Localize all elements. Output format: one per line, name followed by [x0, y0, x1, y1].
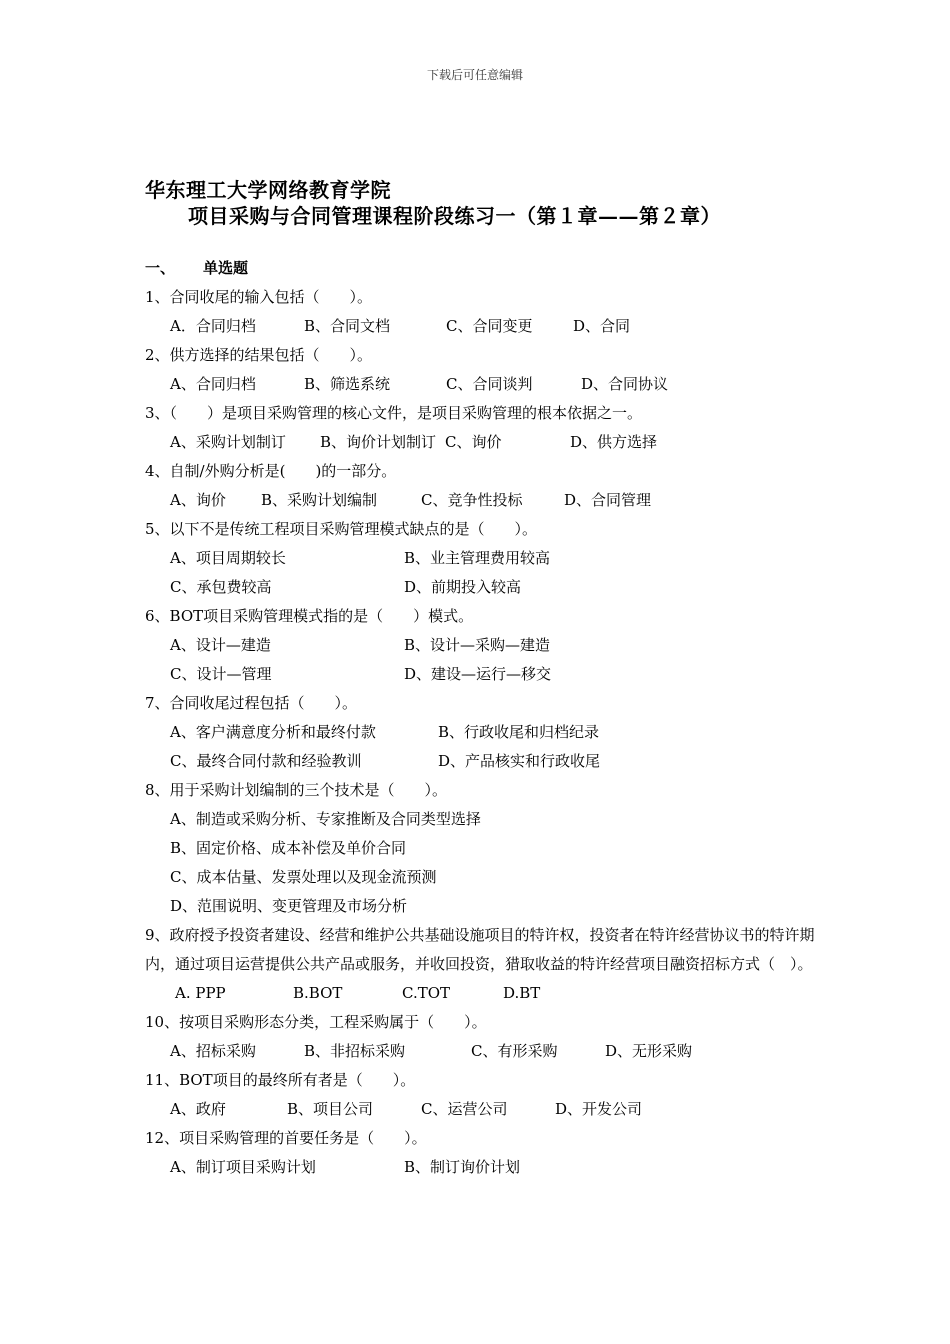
option-choice: B、项目公司: [287, 1100, 374, 1118]
section-heading: [145, 254, 825, 283]
option-choice: C.TOT: [402, 984, 451, 1002]
exercise-content: [145, 254, 825, 1182]
option-choice: B、非招标采购: [304, 1042, 406, 1060]
option-choice: A、设计—建造: [170, 636, 271, 654]
question-text: 11、BOT项目的最终所有者是（ ）。: [145, 1071, 416, 1089]
header-note: 下载后可任意编辑: [426, 68, 523, 82]
option-choice: B.BOT: [293, 984, 343, 1002]
options-row: [145, 631, 825, 660]
options-row: [145, 1095, 825, 1124]
options-row: [145, 863, 825, 892]
option-choice: D、建设—运行—移交: [404, 665, 552, 683]
option-choice: D、合同协议: [581, 375, 669, 393]
option-choice: A、制造或采购分析、专家推断及合同类型选择: [170, 810, 481, 828]
option-choice: B、筛选系统: [304, 375, 391, 393]
option-choice: D.BT: [503, 984, 541, 1002]
option-choice: D、产品核实和行政收尾: [438, 752, 601, 770]
option-choice: A、招标采购: [170, 1042, 256, 1060]
question-text: 12、项目采购管理的首要任务是（ ）。: [145, 1129, 427, 1147]
option-choice: B、制订询价计划: [404, 1158, 521, 1176]
option-choice: D、无形采购: [605, 1042, 693, 1060]
question-text: 4、自制/外购分析是( )的一部分。: [145, 462, 397, 480]
option-choice: B、行政收尾和归档纪录: [438, 723, 600, 741]
option-choice: A．合同归档: [170, 317, 256, 335]
question-text: 8、用于采购计划编制的三个技术是（ ）。: [145, 781, 448, 799]
option-choice: C、成本估量、发票处理以及现金流预测: [170, 868, 437, 886]
option-choice: A、采购计划制订: [170, 433, 286, 451]
question-text: 6、BOT项目采购管理模式指的是（ ）模式。: [145, 607, 474, 625]
option-choice: D、开发公司: [555, 1100, 643, 1118]
option-choice: A. PPP: [175, 984, 226, 1002]
option-choice: B、设计—采购—建造: [404, 636, 551, 654]
course-exercise-title: 项目采购与合同管理课程阶段练习一（第１章——第２章）: [188, 204, 721, 228]
options-row: [145, 1153, 825, 1182]
option-choice: A、政府: [170, 1100, 226, 1118]
option-choice: C、设计—管理: [170, 665, 272, 683]
option-choice: A、合同归档: [170, 375, 256, 393]
option-choice: C、最终合同付款和经验教训: [170, 752, 362, 770]
option-choice: B、固定价格、成本补偿及单价合同: [170, 839, 407, 857]
options-row: [145, 718, 825, 747]
option-choice: D、范围说明、变更管理及市场分析: [170, 897, 408, 915]
section-label: 单选题: [203, 259, 249, 277]
options-row: [145, 573, 825, 602]
options-row: [145, 834, 825, 863]
options-row: [145, 805, 825, 834]
option-choice: A、制订项目采购计划: [170, 1158, 316, 1176]
question-text: 10、按项目采购形态分类，工程采购属于（ ）。: [145, 1013, 487, 1031]
options-row: [145, 979, 825, 1008]
option-choice: C、运营公司: [421, 1100, 508, 1118]
option-choice: C、合同谈判: [446, 375, 533, 393]
options-row: [145, 370, 825, 399]
options-row: [145, 747, 825, 776]
options-row: [145, 660, 825, 689]
option-choice: A、项目周期较长: [170, 549, 286, 567]
option-choice: C、合同变更: [446, 317, 533, 335]
option-choice: C、竞争性投标: [421, 491, 523, 509]
option-choice: D、供方选择: [570, 433, 658, 451]
option-choice: D、合同管理: [564, 491, 652, 509]
question-text: 7、合同收尾过程包括（ ）。: [145, 694, 358, 712]
option-choice: C、承包费较高: [170, 578, 272, 596]
options-row: [145, 312, 825, 341]
question-text: 1、合同收尾的输入包括（ ）。: [145, 288, 373, 306]
question-text: 3、（ ）是项目采购管理的核心文件，是项目采购管理的根本依据之一。: [145, 404, 643, 422]
option-choice: C、询价: [445, 433, 502, 451]
question-text: 9、政府授予投资者建设、经营和维护公共基础设施项目的特许权，投资者在特许经营协议书的特许期内，通过项目运营提供公共产品或服务，并收回投资，猎取收益的特许经营项目融资招标方式（ ）。: [145, 926, 815, 973]
options-row: [145, 1037, 825, 1066]
option-choice: B、采购计划编制: [261, 491, 378, 509]
section-number: 一、: [145, 259, 176, 277]
option-choice: B、合同文档: [304, 317, 391, 335]
option-choice: D、合同: [573, 317, 631, 335]
option-choice: B、询价计划制订: [320, 433, 437, 451]
institution-title: 华东理工大学网络教育学院: [145, 178, 391, 202]
options-row: [145, 428, 825, 457]
question-text: 2、供方选择的结果包括（ ）。: [145, 346, 373, 364]
option-choice: A、询价: [170, 491, 226, 509]
option-choice: C、有形采购: [471, 1042, 558, 1060]
question-list: [145, 283, 825, 1182]
option-choice: D、前期投入较高: [404, 578, 522, 596]
options-row: [145, 544, 825, 573]
options-row: [145, 486, 825, 515]
options-row: [145, 892, 825, 921]
option-choice: A、客户满意度分析和最终付款: [170, 723, 376, 741]
option-choice: B、业主管理费用较高: [404, 549, 551, 567]
question-text: 5、以下不是传统工程项目采购管理模式缺点的是（ ）。: [145, 520, 538, 538]
